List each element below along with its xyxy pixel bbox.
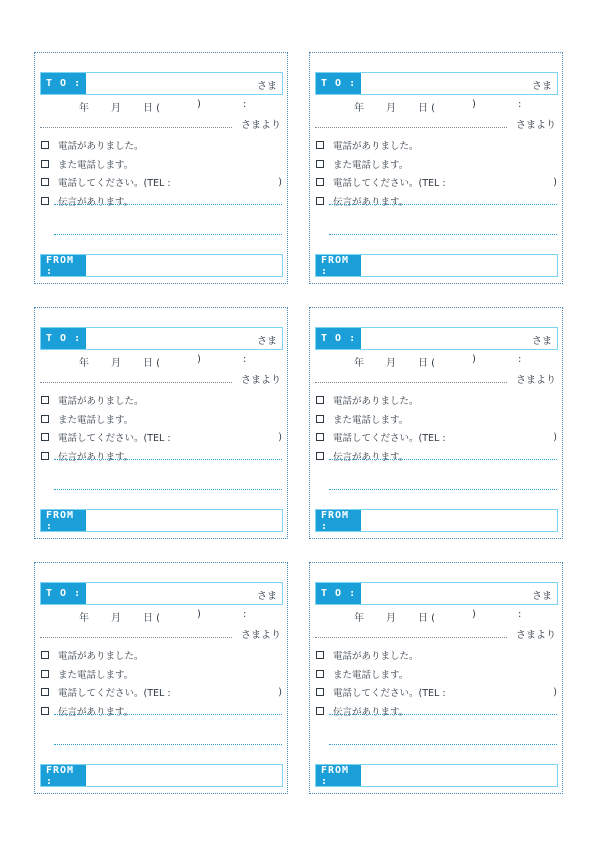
checkbox-icon[interactable]: [41, 651, 49, 659]
time-separator: :: [243, 99, 247, 110]
to-input[interactable]: [361, 73, 557, 94]
year-label: 年: [354, 358, 364, 369]
from-field-row: [40, 254, 283, 277]
check-item-called[interactable]: [316, 136, 559, 155]
caller-name-line[interactable]: [315, 626, 507, 638]
from-label: FROM :: [316, 255, 361, 276]
memo-line-2[interactable]: [54, 744, 282, 745]
check-item-called[interactable]: [41, 136, 284, 155]
check-item-called[interactable]: [316, 391, 559, 410]
weekday-close: ): [472, 99, 476, 110]
from-label: FROM :: [316, 765, 361, 786]
month-label: 月: [111, 358, 121, 369]
from-label: FROM :: [41, 510, 86, 531]
caller-name-line[interactable]: [40, 116, 232, 128]
month-label: 月: [111, 103, 121, 114]
phone-memo-card: [34, 307, 288, 539]
phone-memo-card: [309, 562, 563, 794]
to-input[interactable]: [361, 328, 557, 349]
check-item-message[interactable]: [316, 192, 559, 211]
check-label: 電話してください。(TEL :: [58, 433, 171, 445]
from-label: FROM :: [41, 255, 86, 276]
date-row: [310, 354, 562, 368]
checkbox-icon[interactable]: [316, 141, 324, 149]
year-label: 年: [354, 103, 364, 114]
check-item-will-call-again[interactable]: [41, 155, 284, 174]
check-list: [41, 136, 284, 210]
to-input[interactable]: [86, 73, 282, 94]
memo-line-1[interactable]: [54, 714, 282, 715]
weekday-close: ): [472, 609, 476, 620]
check-label: 電話がありました。: [58, 141, 144, 153]
checkbox-icon[interactable]: [316, 160, 324, 168]
from-suffix: さまより: [516, 120, 556, 131]
to-suffix: さま: [257, 81, 277, 92]
check-label: 伝言があります。: [333, 451, 409, 463]
to-label: T O :: [41, 328, 86, 349]
checkbox-icon[interactable]: [316, 452, 324, 460]
memo-line-2[interactable]: [54, 234, 282, 235]
caller-name-line[interactable]: [40, 371, 232, 383]
checkbox-icon[interactable]: [316, 688, 324, 696]
time-separator: :: [243, 609, 247, 620]
to-label: T O :: [316, 328, 361, 349]
to-field-row: [315, 327, 558, 350]
check-item-please-call[interactable]: [41, 683, 284, 702]
tel-close-paren: ): [278, 176, 282, 188]
from-field-row: [315, 509, 558, 532]
from-input[interactable]: [86, 510, 282, 531]
check-label: また電話します。: [333, 414, 409, 426]
checkbox-icon[interactable]: [41, 178, 49, 186]
to-label: T O :: [41, 583, 86, 604]
check-item-will-call-again[interactable]: [316, 410, 559, 429]
checkbox-icon[interactable]: [316, 178, 324, 186]
check-label: また電話します。: [58, 159, 134, 171]
check-label: 電話がありました。: [58, 396, 144, 408]
checkbox-icon[interactable]: [41, 415, 49, 423]
month-label: 月: [386, 103, 396, 114]
tel-close-paren: ): [553, 176, 557, 188]
to-input[interactable]: [86, 583, 282, 604]
check-list: [316, 646, 559, 720]
memo-line-1[interactable]: [329, 459, 557, 460]
checkbox-icon[interactable]: [316, 197, 324, 205]
to-suffix: さま: [257, 591, 277, 602]
tel-close-paren: ): [553, 686, 557, 698]
memo-line-1[interactable]: [54, 459, 282, 460]
tel-close-paren: ): [278, 686, 282, 698]
from-suffix: さまより: [241, 375, 281, 386]
date-row: [35, 609, 287, 623]
check-item-please-call[interactable]: [316, 173, 559, 192]
check-item-message[interactable]: [41, 702, 284, 721]
from-suffix: さまより: [516, 375, 556, 386]
checkbox-icon[interactable]: [316, 396, 324, 404]
memo-line-1[interactable]: [54, 204, 282, 205]
memo-line-2[interactable]: [329, 489, 557, 490]
memo-line-2[interactable]: [54, 489, 282, 490]
from-field-row: [40, 764, 283, 787]
checkbox-icon[interactable]: [316, 651, 324, 659]
check-label: 電話がありました。: [333, 651, 419, 663]
time-separator: :: [518, 354, 522, 365]
check-item-message[interactable]: [316, 447, 559, 466]
day-label: 日 (: [143, 358, 161, 369]
from-suffix: さまより: [241, 120, 281, 131]
check-item-please-call[interactable]: [316, 683, 559, 702]
check-list: [316, 391, 559, 465]
time-separator: :: [243, 354, 247, 365]
check-list: [41, 391, 284, 465]
from-input[interactable]: [361, 510, 557, 531]
from-input[interactable]: [361, 765, 557, 786]
checkbox-icon[interactable]: [41, 160, 49, 168]
time-separator: :: [518, 609, 522, 620]
month-label: 月: [386, 358, 396, 369]
day-label: 日 (: [418, 358, 436, 369]
checkbox-icon[interactable]: [41, 433, 49, 441]
checkbox-icon[interactable]: [41, 197, 49, 205]
check-label: 伝言があります。: [58, 706, 134, 718]
phone-memo-card: [34, 52, 288, 284]
memo-line-1[interactable]: [329, 714, 557, 715]
weekday-close: ): [197, 99, 201, 110]
date-row: [310, 99, 562, 113]
check-label: また電話します。: [333, 669, 409, 681]
memo-line-2[interactable]: [329, 234, 557, 235]
caller-name-line[interactable]: [40, 626, 232, 638]
year-label: 年: [79, 613, 89, 624]
date-row: [35, 99, 287, 113]
check-item-will-call-again[interactable]: [41, 410, 284, 429]
check-label: 電話してください。(TEL :: [333, 688, 446, 700]
from-label: FROM :: [41, 765, 86, 786]
from-field-row: [40, 509, 283, 532]
check-label: 電話してください。(TEL :: [333, 178, 446, 190]
to-field-row: [315, 72, 558, 95]
memo-line-1[interactable]: [329, 204, 557, 205]
from-field-row: [315, 254, 558, 277]
to-label: T O :: [41, 73, 86, 94]
checkbox-icon[interactable]: [41, 141, 49, 149]
check-item-will-call-again[interactable]: [41, 665, 284, 684]
date-row: [310, 609, 562, 623]
from-suffix: さまより: [516, 630, 556, 641]
from-input[interactable]: [361, 255, 557, 276]
to-input[interactable]: [361, 583, 557, 604]
check-item-please-call[interactable]: [316, 428, 559, 447]
check-item-please-call[interactable]: [41, 428, 284, 447]
checkbox-icon[interactable]: [316, 415, 324, 423]
from-suffix: さまより: [241, 630, 281, 641]
from-input[interactable]: [86, 765, 282, 786]
month-label: 月: [386, 613, 396, 624]
year-label: 年: [79, 358, 89, 369]
time-separator: :: [518, 99, 522, 110]
check-label: また電話します。: [58, 414, 134, 426]
check-item-will-call-again[interactable]: [316, 665, 559, 684]
phone-memo-card: [309, 52, 563, 284]
month-label: 月: [111, 613, 121, 624]
date-row: [35, 354, 287, 368]
check-item-called[interactable]: [316, 646, 559, 665]
caller-name-line[interactable]: [315, 116, 507, 128]
weekday-close: ): [197, 354, 201, 365]
to-suffix: さま: [532, 591, 552, 602]
to-field-row: [315, 582, 558, 605]
checkbox-icon[interactable]: [316, 670, 324, 678]
year-label: 年: [79, 103, 89, 114]
to-field-row: [40, 327, 283, 350]
year-label: 年: [354, 613, 364, 624]
checkbox-icon[interactable]: [41, 396, 49, 404]
to-suffix: さま: [257, 336, 277, 347]
day-label: 日 (: [143, 103, 161, 114]
to-input[interactable]: [86, 328, 282, 349]
check-label: 伝言があります。: [333, 706, 409, 718]
to-field-row: [40, 72, 283, 95]
check-label: また電話します。: [333, 159, 409, 171]
tel-close-paren: ): [278, 431, 282, 443]
memo-line-2[interactable]: [329, 744, 557, 745]
check-label: 電話がありました。: [333, 396, 419, 408]
weekday-close: ): [197, 609, 201, 620]
check-item-message[interactable]: [316, 702, 559, 721]
to-suffix: さま: [532, 336, 552, 347]
check-label: 電話がありました。: [58, 651, 144, 663]
checkbox-icon[interactable]: [316, 707, 324, 715]
check-list: [41, 646, 284, 720]
check-item-will-call-again[interactable]: [316, 155, 559, 174]
to-field-row: [40, 582, 283, 605]
phone-memo-card: [34, 562, 288, 794]
from-input[interactable]: [86, 255, 282, 276]
check-label: 電話してください。(TEL :: [58, 688, 171, 700]
tel-close-paren: ): [553, 431, 557, 443]
check-item-message[interactable]: [41, 447, 284, 466]
check-item-called[interactable]: [41, 646, 284, 665]
caller-name-line[interactable]: [315, 371, 507, 383]
check-item-please-call[interactable]: [41, 173, 284, 192]
day-label: 日 (: [143, 613, 161, 624]
check-item-called[interactable]: [41, 391, 284, 410]
from-label: FROM :: [316, 510, 361, 531]
check-item-message[interactable]: [41, 192, 284, 211]
from-field-row: [315, 764, 558, 787]
check-label: 電話してください。(TEL :: [333, 433, 446, 445]
checkbox-icon[interactable]: [316, 433, 324, 441]
checkbox-icon[interactable]: [41, 452, 49, 460]
to-label: T O :: [316, 73, 361, 94]
to-label: T O :: [316, 583, 361, 604]
day-label: 日 (: [418, 613, 436, 624]
check-label: また電話します。: [58, 669, 134, 681]
day-label: 日 (: [418, 103, 436, 114]
check-label: 伝言があります。: [58, 196, 134, 208]
checkbox-icon[interactable]: [41, 688, 49, 696]
to-suffix: さま: [532, 81, 552, 92]
phone-memo-card: [309, 307, 563, 539]
check-list: [316, 136, 559, 210]
check-label: 電話がありました。: [333, 141, 419, 153]
check-label: 電話してください。(TEL :: [58, 178, 171, 190]
checkbox-icon[interactable]: [41, 670, 49, 678]
weekday-close: ): [472, 354, 476, 365]
checkbox-icon[interactable]: [41, 707, 49, 715]
check-label: 伝言があります。: [333, 196, 409, 208]
check-label: 伝言があります。: [58, 451, 134, 463]
